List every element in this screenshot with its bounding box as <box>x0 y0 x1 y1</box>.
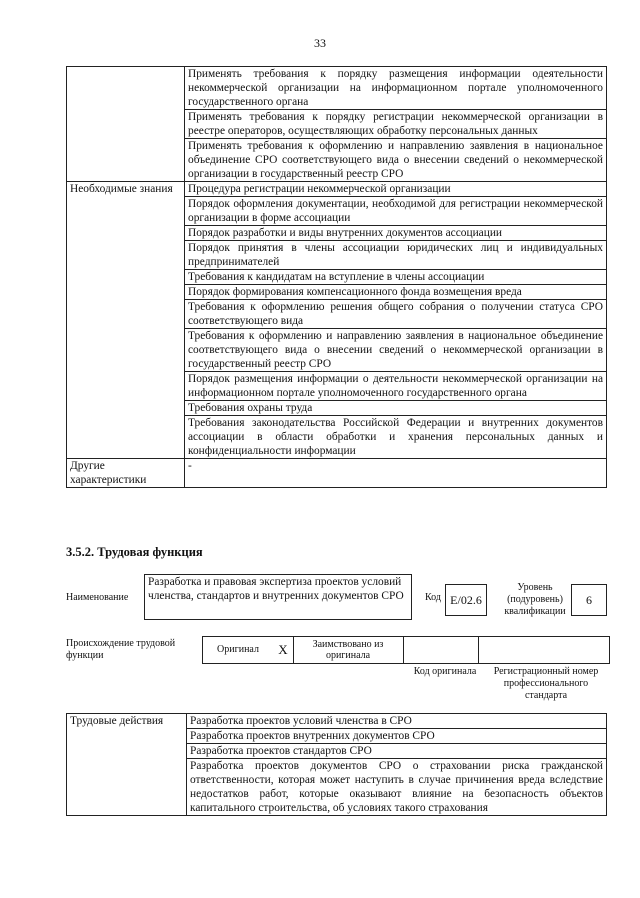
table-cell: Порядок разработки и виды внутренних документов ассоциации <box>185 226 607 241</box>
knowledge-label: Необходимые знания <box>67 182 185 459</box>
table-cell: Применять требования к порядку регистрации некоммерческой организации в реестре операторов, осуществляющих обработку персональных данных <box>185 110 607 139</box>
original-label: Оригинал <box>217 644 259 655</box>
actions-table <box>66 713 607 816</box>
table-cell: Требования охраны труда <box>185 401 607 416</box>
table-cell: Требования к оформлению решения общего собрания о получении статуса СРО соответствующего вида <box>185 300 607 329</box>
name-label: Наименование <box>66 592 129 603</box>
table-cell: Порядок размещения информации о деятельности некоммерческой организации на информационном портале уполномоченного государственного органа <box>185 372 607 401</box>
table-cell: Разработка проектов внутренних документов СРО <box>187 729 607 744</box>
name-value: Разработка и правовая экспертиза проектов условий членства, стандартов и внутренних документов СРО <box>144 574 412 620</box>
divider <box>478 637 479 663</box>
reg-caption: Регистрационный номер профессионального стандарта <box>493 666 599 701</box>
level-value: 6 <box>571 584 607 616</box>
origin-table <box>202 636 610 664</box>
table-cell: Требования к оформлению и направлению заявления в национальное объединение соответствующего вида о внесении сведений о некоммерческой организации в государственный реестр СРО <box>185 329 607 372</box>
knowledge-table <box>66 66 607 488</box>
table-cell: Разработка проектов условий членства в СРО <box>187 714 607 729</box>
table-cell: Применять требования к порядку размещения информации одеятельности некоммерческой организации на информационном портале уполномоченного государственного органа <box>185 67 607 110</box>
section-title: 3.5.2. Трудовая функция <box>66 545 203 559</box>
borrowed-label: Заимствовано из оригинала <box>312 639 384 661</box>
divider <box>293 637 294 663</box>
table-cell: Порядок оформления документации, необходимой для регистрации некоммерческой организации в форме ассоциации <box>185 197 607 226</box>
table-cell: Разработка проектов стандартов СРО <box>187 744 607 759</box>
code-caption: Код оригинала <box>413 666 477 677</box>
original-mark: X <box>278 642 288 657</box>
code-label: Код <box>425 592 441 603</box>
table-row <box>67 67 607 110</box>
table-cell: Требования к кандидатам на вступление в члены ассоциации <box>185 270 607 285</box>
origin-block <box>66 636 611 701</box>
table-cell: - <box>185 459 607 488</box>
code-value: E/02.6 <box>445 584 487 616</box>
table-row <box>67 714 607 729</box>
table-cell: Порядок формирования компенсационного фонда возмещения вреда <box>185 285 607 300</box>
level-label: Уровень (подуровень) квалификации <box>504 582 566 617</box>
divider <box>403 637 404 663</box>
page-number: 33 <box>314 36 326 50</box>
function-info <box>66 574 611 622</box>
empty-label-cell <box>67 67 185 182</box>
other-label: Другие характеристики <box>67 459 185 488</box>
table-cell: Порядок принятия в члены ассоциации юридических лиц и индивидуальных предпринимателей <box>185 241 607 270</box>
table-cell: Разработка проектов документов СРО о страховании риска гражданской ответственности, которая может наступить в случае причинения вреда вследствие недостатков работ, которые оказывают влияние на безопасность объектов капитального строительства, об условиях такого страхования <box>187 759 607 816</box>
table-row <box>67 459 607 488</box>
table-row <box>67 182 607 197</box>
table-cell: Требования законодательства Российской Федерации и внутренних документов ассоциации в области обработки и хранения персональных данных и конфиденциальности информации <box>185 416 607 459</box>
table-cell: Применять требования к оформлению и направлению заявления в национальное объединение СРО соответствующего вида о внесении сведений о некоммерческой организации в государственный реестр СРО <box>185 139 607 182</box>
table-cell: Процедура регистрации некоммерческой организации <box>185 182 607 197</box>
actions-label: Трудовые действия <box>67 714 187 816</box>
origin-label: Происхождение трудовой функции <box>66 638 176 661</box>
